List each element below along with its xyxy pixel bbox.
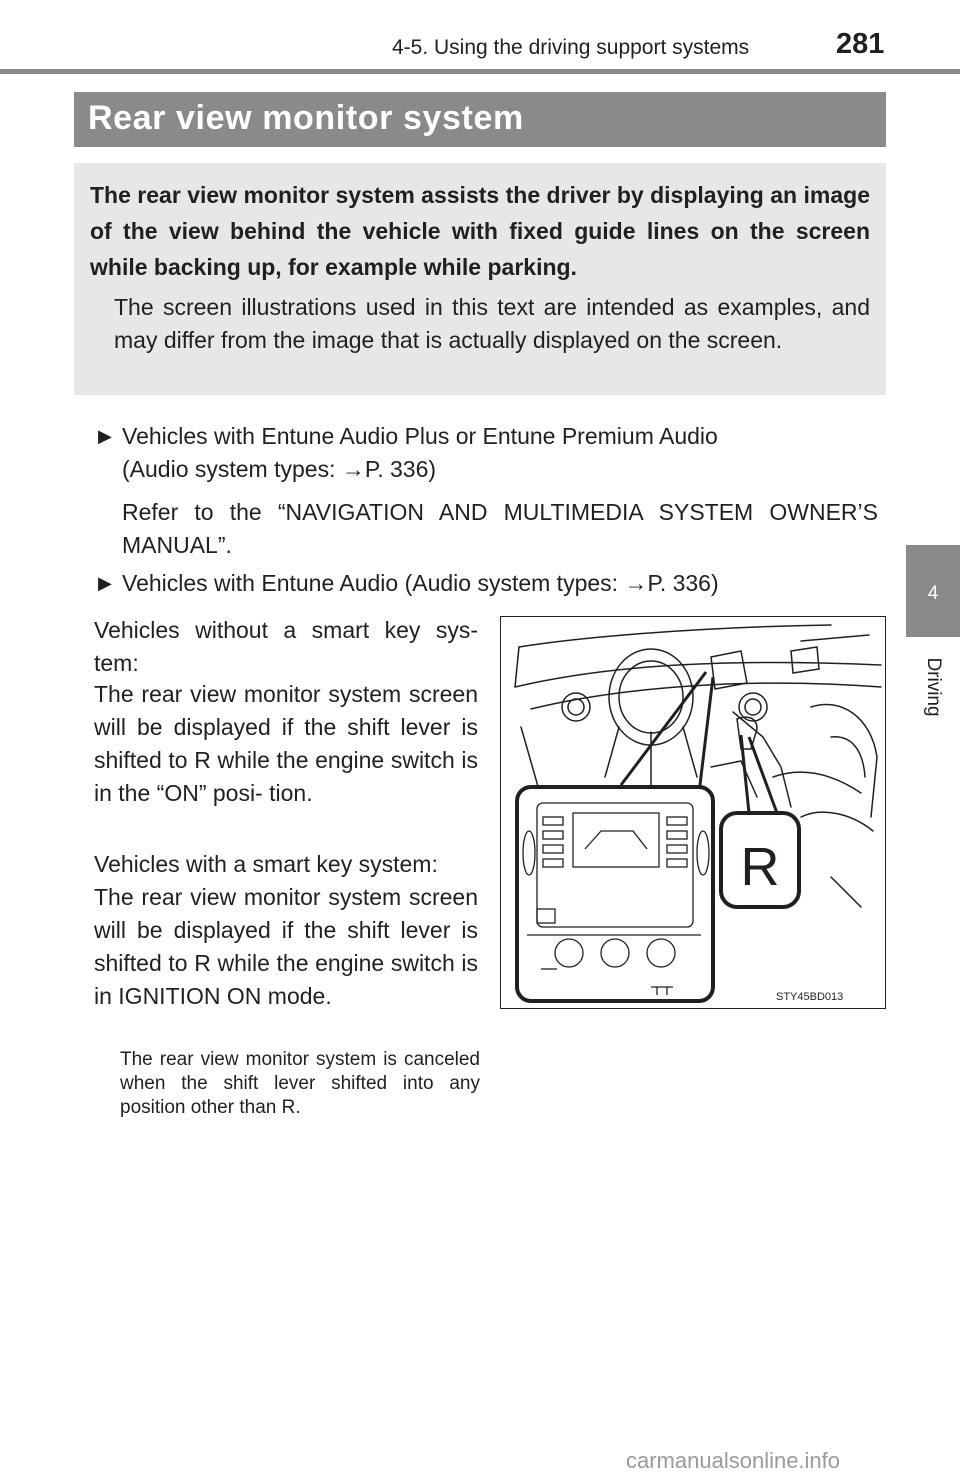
figure-code: STY45BD013 — [776, 991, 844, 1003]
page-number: 281 — [836, 28, 885, 60]
no-smart-key-text: The rear view monitor system screen will be displayed if the shift lever is shifted to R while the engine switch is in the “ON” posi- tion. — [94, 681, 478, 806]
no-smart-key-label: Vehicles without a smart key sys- tem: — [94, 617, 478, 676]
smart-key-label: Vehicles with a smart key system: — [94, 851, 438, 877]
intro-lead: The rear view monitor system assists the driver by displaying an image of the view behind the vehicle with fixed guide lines on the screen while backing up, for example while parking. — [90, 182, 870, 280]
item-1-heading-line2: (Audio system types: →P. 336) — [122, 456, 437, 482]
header-rule — [0, 69, 960, 74]
chapter-label: Driving — [923, 657, 944, 717]
r-callout-letter: R — [740, 837, 780, 897]
bullet-icon: ▶ — [98, 573, 112, 593]
item-1-body: Refer to the “NAVIGATION AND MULTIMEDIA SYSTEM OWNER’S MANUAL”. — [122, 499, 878, 558]
section-header: 4-5. Using the driving support systems — [392, 36, 750, 59]
watermark: carmanualsonline.info — [626, 1448, 841, 1473]
dashboard-drawing — [501, 617, 885, 1008]
bullet-icon: ▶ — [98, 426, 112, 446]
intro-note: The screen illustrations used in this text are intended as examples, and may differ from the image that is actually displayed on the screen. — [114, 294, 870, 353]
intro-box — [74, 163, 886, 395]
item-2-heading: Vehicles with Entune Audio (Audio system types: →P. 336) — [122, 570, 719, 596]
section-title: Rear view monitor system — [88, 99, 524, 137]
dashboard-illustration — [500, 616, 886, 1009]
chapter-tab — [906, 545, 960, 637]
smart-key-text: The rear view monitor system screen will be displayed if the shift lever is shifted to R while the engine switch is in IGNITION ON mode. — [94, 884, 478, 1009]
chapter-number: 4 — [927, 583, 939, 604]
item-1-heading-line1: Vehicles with Entune Audio Plus or Entune Premium Audio — [122, 423, 718, 449]
section-title-bar — [74, 92, 886, 147]
cancel-note: The rear view monitor system is canceled when the shift lever shifted into any position other than R. — [120, 1049, 480, 1118]
